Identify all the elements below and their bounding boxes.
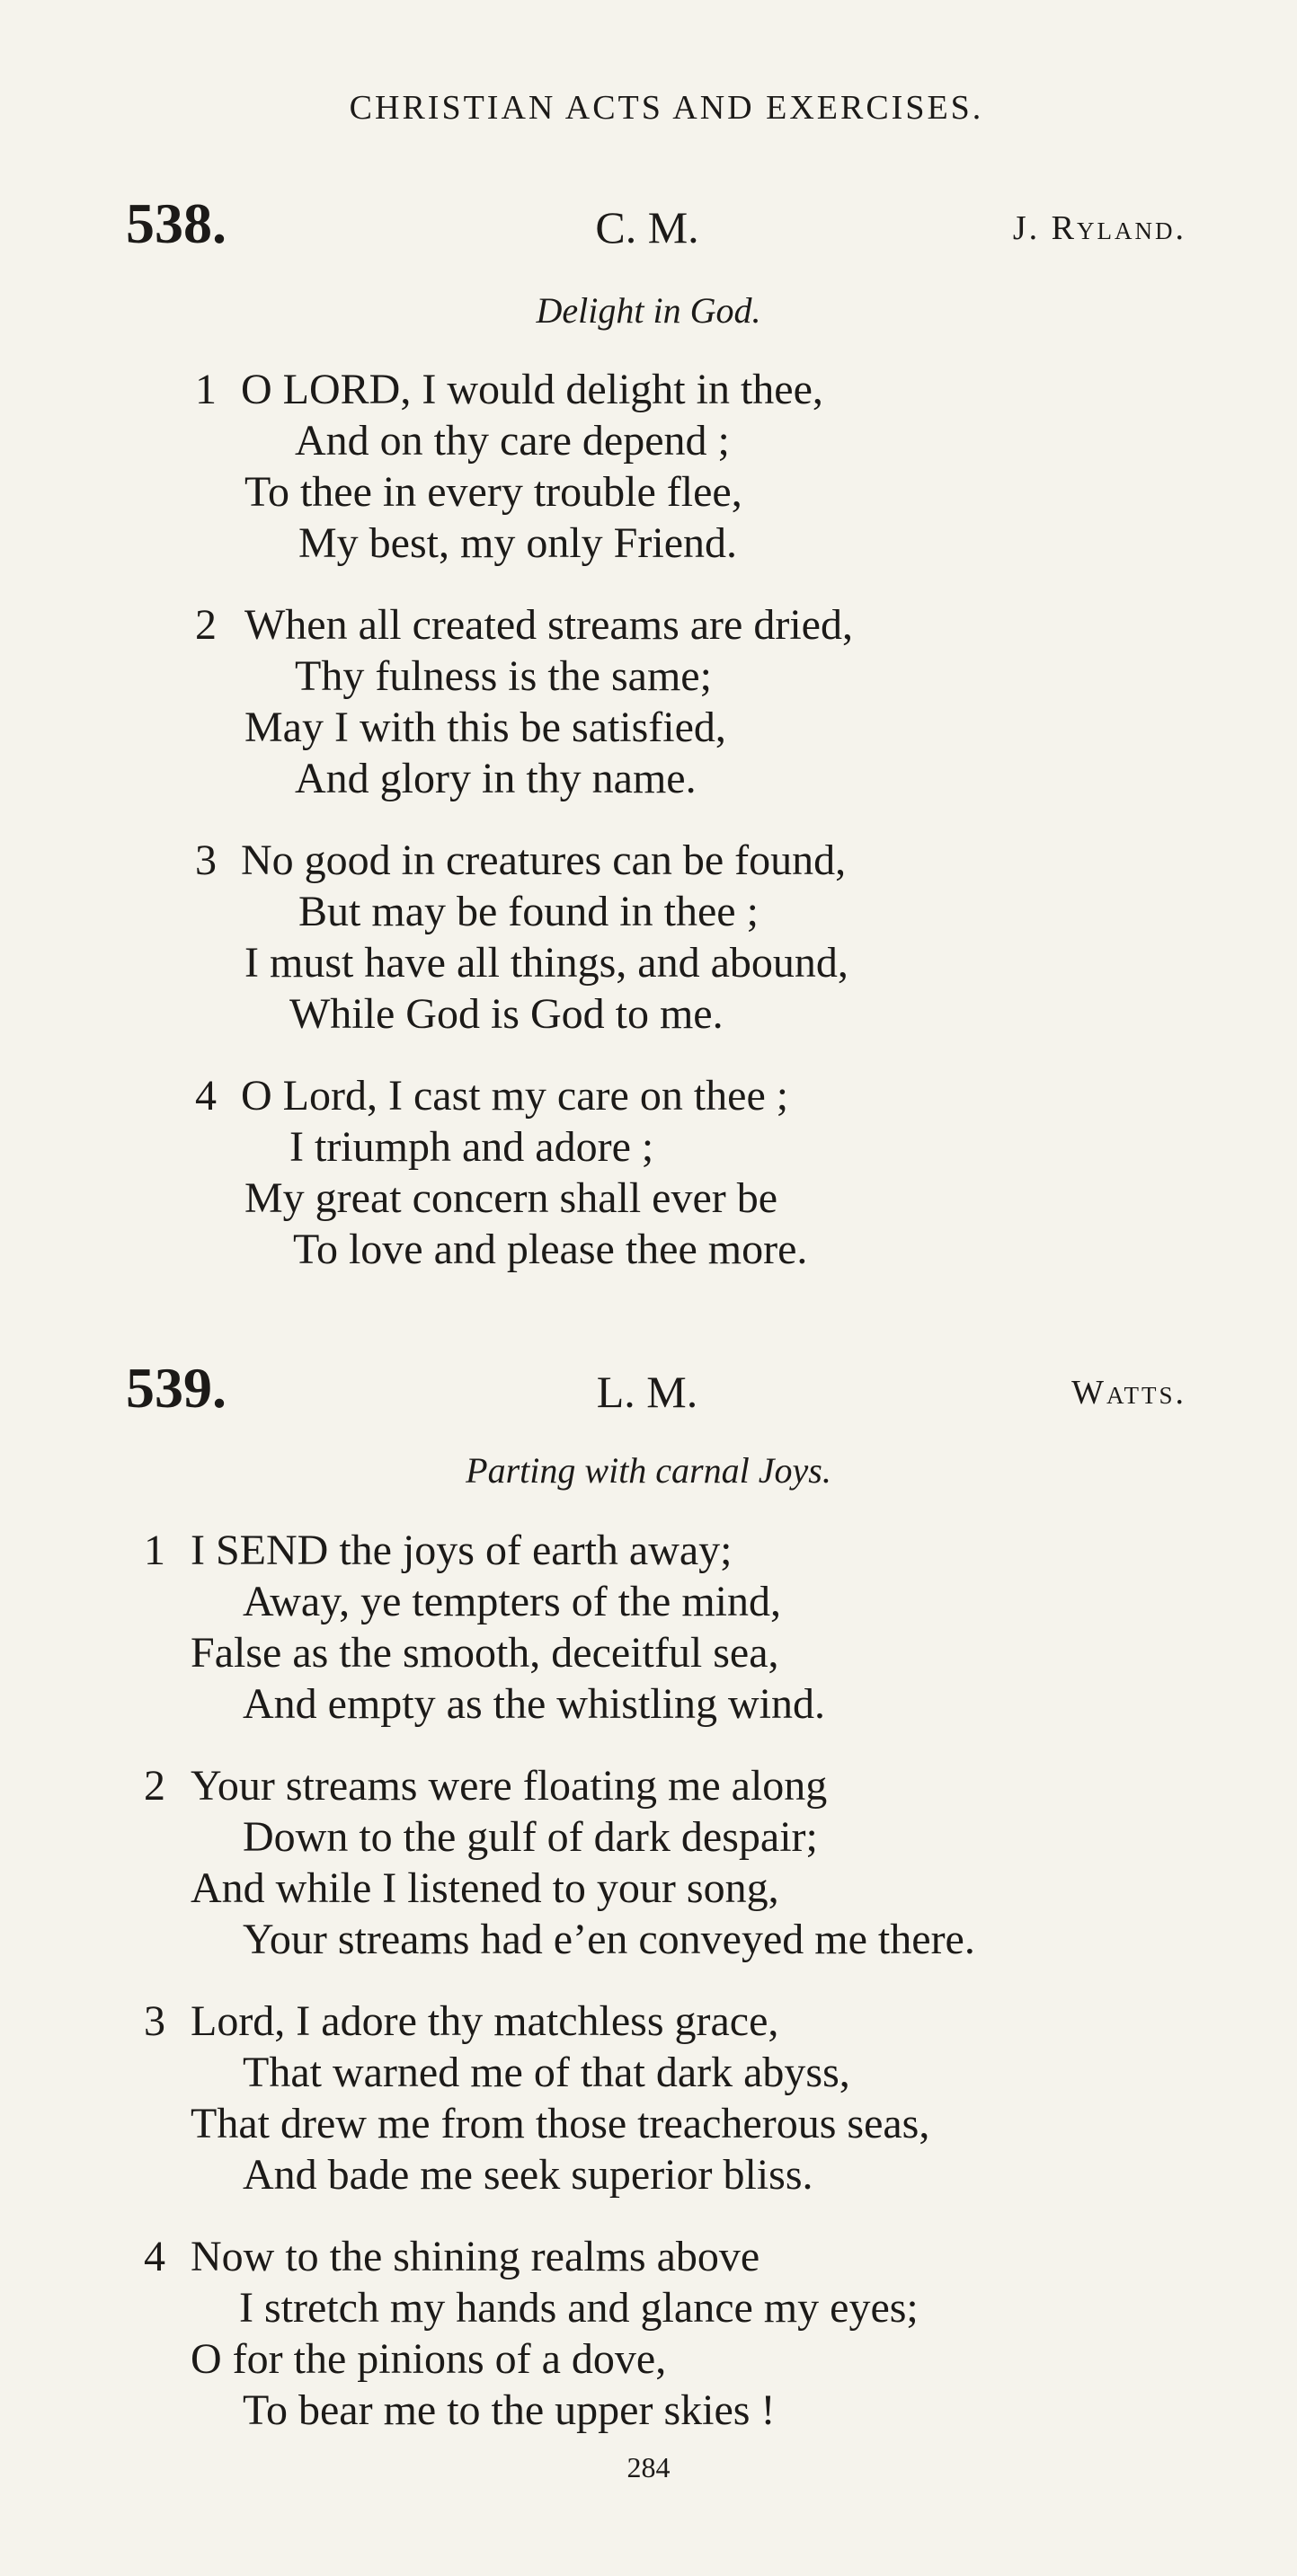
- verse-line: When all created streams are dried,: [244, 601, 853, 649]
- verse-line: And bade me seek superior bliss.: [243, 2151, 813, 2199]
- verse-line: I stretch my hands and glance my eyes;: [239, 2284, 919, 2332]
- verse-line: And glory in thy name.: [295, 755, 697, 802]
- verse-line: To love and please thee more.: [293, 1226, 808, 1273]
- verse-line: While God is God to me.: [289, 990, 724, 1038]
- verse-line: And empty as the whistling wind.: [243, 1680, 825, 1728]
- hymn-meter: L. M.: [596, 1367, 698, 1417]
- page-number: 284: [626, 2451, 671, 2483]
- verse-line: Now to the shining realms above: [191, 2233, 760, 2280]
- verse-line: Your streams had e’en conveyed me there.: [243, 1916, 975, 1963]
- verse-line: My best, my only Friend.: [298, 519, 737, 567]
- stanza-number: 1: [195, 366, 217, 413]
- verse-line: Away, ye tempters of the mind,: [243, 1578, 781, 1625]
- verse-line: Your streams were floating me along: [191, 1762, 828, 1810]
- hymn-title: Parting with carnal Joys.: [466, 1450, 831, 1491]
- verse-line: My great concern shall ever be: [244, 1174, 778, 1222]
- verse-line: Lord, I adore thy matchless grace,: [191, 1997, 779, 2045]
- verse-line: O Lord, I cast my care on thee ;: [241, 1072, 789, 1120]
- verse-line: False as the smooth, deceitful sea,: [191, 1629, 779, 1677]
- verse-line: Thy fulness is the same;: [295, 652, 712, 700]
- hymn-meter: C. M.: [595, 202, 699, 252]
- verse-line: I triumph and adore ;: [289, 1123, 654, 1171]
- stanza-number: 2: [195, 601, 217, 649]
- verse-line: I SEND the joys of earth away;: [191, 1527, 733, 1574]
- verse-line: No good in creatures can be found,: [241, 837, 847, 884]
- verse-line: To bear me to the upper skies !: [243, 2386, 776, 2434]
- verse-line: That warned me of that dark abyss,: [243, 2049, 850, 2096]
- stanza-number: 2: [144, 1762, 165, 1810]
- running-head: CHRISTIAN ACTS AND EXERCISES.: [349, 89, 984, 127]
- hymn-header: [126, 190, 1186, 253]
- hymn-author: J. Ryland.: [1012, 209, 1186, 247]
- hymn-number: 539.: [126, 1356, 227, 1420]
- stanza-number: 4: [144, 2233, 165, 2280]
- verse-line: O LORD, I would delight in thee,: [241, 366, 823, 413]
- hymn-header: [126, 1355, 1186, 1418]
- verse-line: To thee in every trouble flee,: [244, 468, 742, 516]
- verse-line: And on thy care depend ;: [295, 417, 730, 465]
- hymn-author: Watts.: [1071, 1374, 1186, 1412]
- verse-line: O for the pinions of a dove,: [191, 2335, 667, 2383]
- verse-line: That drew me from those treacherous seas,: [191, 2100, 930, 2147]
- stanza-number: 4: [195, 1072, 217, 1120]
- verse-line: May I with this be satisfied,: [244, 704, 726, 751]
- hymn-number: 538.: [126, 191, 227, 255]
- verse-line: And while I listened to your song,: [191, 1864, 779, 1912]
- verse-line: I must have all things, and abound,: [244, 939, 848, 987]
- hymn-title: Delight in God.: [536, 290, 761, 331]
- stanza-number: 3: [195, 837, 217, 884]
- stanza-number: 3: [144, 1997, 165, 2045]
- verse-line: Down to the gulf of dark despair;: [243, 1813, 818, 1861]
- stanza-number: 1: [144, 1527, 165, 1574]
- verse-line: But may be found in thee ;: [298, 888, 759, 935]
